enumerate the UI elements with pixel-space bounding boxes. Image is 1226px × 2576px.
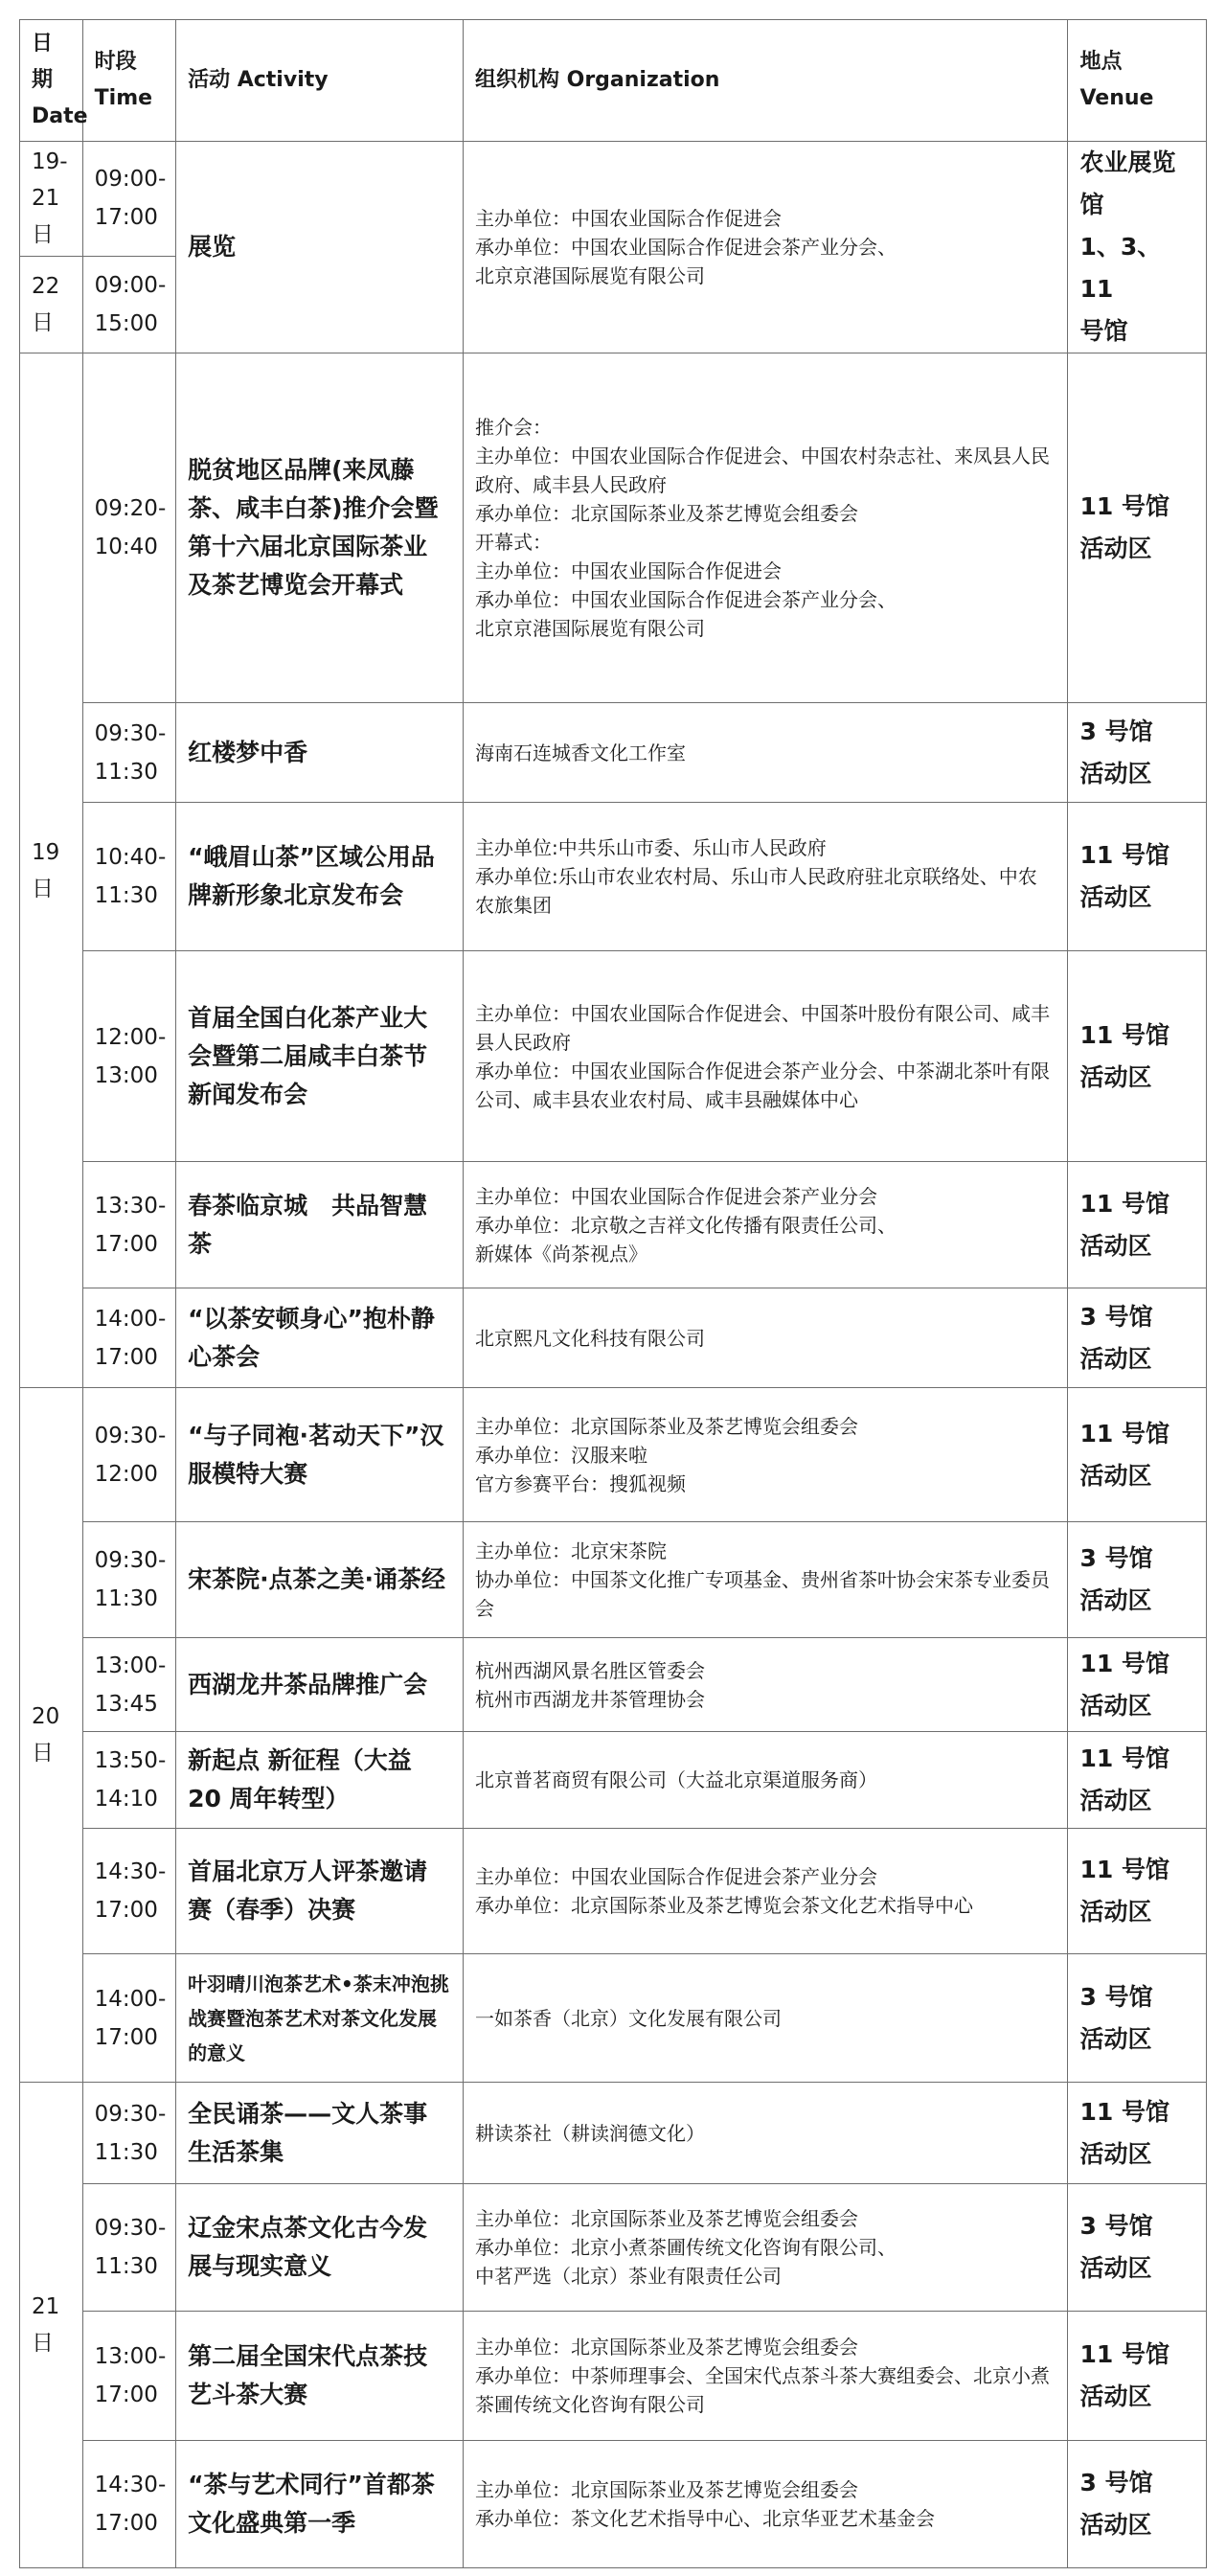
row-venue: 11 号馆 活动区: [1068, 1638, 1207, 1732]
row-organization: 海南石连城香文化工作室: [463, 703, 1068, 803]
row-organization: 北京熙凡文化科技有限公司: [463, 1288, 1068, 1388]
table-row: [20, 2083, 1207, 2184]
table-row: [20, 803, 1207, 951]
table-row: [20, 1388, 1207, 1522]
day-20-date: 20 日: [20, 1388, 83, 2083]
header-time: 时段 Time: [82, 20, 175, 142]
row-venue: 11 号馆 活动区: [1068, 803, 1207, 951]
row-venue: 11 号馆 活动区: [1068, 1829, 1207, 1954]
row-organization: 主办单位：北京国际茶业及茶艺博览会组委会 承办单位：北京小煮茶圃传统文化咨询有限公司、 中茗严选（北京）茶业有限责任公司: [463, 2184, 1068, 2312]
table-row: [20, 703, 1207, 803]
row-activity: “以茶安顿身心”抱朴静心茶会: [176, 1288, 464, 1388]
row-organization: 一如茶香（北京）文化发展有限公司: [463, 1954, 1068, 2083]
row-time: 09:30- 12:00: [82, 1388, 175, 1522]
row-activity: 西湖龙井茶品牌推广会: [176, 1638, 464, 1732]
row-activity: 全民诵茶——文人茶事生活茶集: [176, 2083, 464, 2184]
row-organization: 耕读茶社（耕读润德文化）: [463, 2083, 1068, 2184]
row-organization: 主办单位：中国农业国际合作促进会茶产业分会 承办单位：北京国际茶业及茶艺博览会茶文化艺术指导中心: [463, 1829, 1068, 1954]
row-activity: 首届北京万人评茶邀请赛（春季）决赛: [176, 1829, 464, 1954]
row-activity: 首届全国白化茶产业大会暨第二届咸丰白茶节新闻发布会: [176, 951, 464, 1162]
row-time: 13:00- 17:00: [82, 2312, 175, 2441]
header-organization: 组织机构 Organization: [463, 20, 1068, 142]
row-venue: 3 号馆 活动区: [1068, 2441, 1207, 2568]
row-activity: 第二届全国宋代点茶技艺斗茶大赛: [176, 2312, 464, 2441]
table-row: [20, 1829, 1207, 1954]
header-venue: 地点 Venue: [1068, 20, 1207, 142]
table-row: [20, 2441, 1207, 2568]
exhibition-venue: 农业展览馆 1、3、11 号馆: [1068, 142, 1207, 353]
row-activity: “茶与艺术同行”首都茶文化盛典第一季: [176, 2441, 464, 2568]
table-row: [20, 353, 1207, 703]
exhibition-row: [20, 142, 1207, 257]
row-time: 14:30- 17:00: [82, 2441, 175, 2568]
exhibition-time-1: 09:00- 17:00: [82, 142, 175, 257]
exhibition-time-2: 09:00- 15:00: [82, 256, 175, 353]
row-organization: 杭州西湖风景名胜区管委会 杭州市西湖龙井茶管理协会: [463, 1638, 1068, 1732]
row-time: 09:30- 11:30: [82, 2184, 175, 2312]
schedule-sheet: [19, 19, 1207, 2568]
row-time: 12:00- 13:00: [82, 951, 175, 1162]
row-venue: 11 号馆 活动区: [1068, 1388, 1207, 1522]
row-time: 13:30- 17:00: [82, 1162, 175, 1288]
row-time: 13:50- 14:10: [82, 1732, 175, 1829]
row-time: 14:30- 17:00: [82, 1829, 175, 1954]
row-organization: 主办单位：中国农业国际合作促进会、中国茶叶股份有限公司、咸丰县人民政府 承办单位：中国农业国际合作促进会茶产业分会、中茶湖北茶叶有限公司、咸丰县农业农村局、咸丰县融媒体中心: [463, 951, 1068, 1162]
row-activity: 宋茶院·点茶之美·诵茶经: [176, 1522, 464, 1638]
row-organization: 推介会： 主办单位：中国农业国际合作促进会、中国农村杂志社、来凤县人民政府、咸丰县人民政府 承办单位：北京国际茶业及茶艺博览会组委会 开幕式： 主办单位：中国农业国际合作促进会 承办单位：中国农业国际合作促进会茶产业分会、 北京京港国际展览有限公司: [463, 353, 1068, 703]
row-activity: 脱贫地区品牌(来凤藤茶、咸丰白茶)推介会暨第十六届北京国际茶业及茶艺博览会开幕式: [176, 353, 464, 703]
exhibition-activity: 展览: [176, 142, 464, 353]
row-venue: 3 号馆 活动区: [1068, 1522, 1207, 1638]
table-row: [20, 1288, 1207, 1388]
row-venue: 11 号馆 活动区: [1068, 1732, 1207, 1829]
row-time: 09:30- 11:30: [82, 2083, 175, 2184]
exhibition-organization: 主办单位：中国农业国际合作促进会 承办单位：中国农业国际合作促进会茶产业分会、 北京京港国际展览有限公司: [463, 142, 1068, 353]
table-row: [20, 951, 1207, 1162]
row-organization: 主办单位：中国农业国际合作促进会茶产业分会 承办单位：北京敬之吉祥文化传播有限责任公司、 新媒体《尚茶视点》: [463, 1162, 1068, 1288]
exhibition-date-2: 22 日: [20, 256, 83, 353]
table-row: [20, 1638, 1207, 1732]
row-organization: 主办单位：北京国际茶业及茶艺博览会组委会 承办单位：汉服来啦 官方参赛平台：搜狐视频: [463, 1388, 1068, 1522]
row-time: 09:20- 10:40: [82, 353, 175, 703]
schedule-table: [19, 19, 1207, 2568]
row-activity: 红楼梦中香: [176, 703, 464, 803]
row-venue: 3 号馆 活动区: [1068, 703, 1207, 803]
row-activity: “峨眉山茶”区域公用品牌新形象北京发布会: [176, 803, 464, 951]
table-row: [20, 1732, 1207, 1829]
row-time: 10:40- 11:30: [82, 803, 175, 951]
header-date: 日期 Date: [20, 20, 83, 142]
row-venue: 3 号馆 活动区: [1068, 1954, 1207, 2083]
row-organization: 主办单位：北京宋茶院 协办单位：中国茶文化推广专项基金、贵州省茶叶协会宋茶专业委员会: [463, 1522, 1068, 1638]
table-row: [20, 1522, 1207, 1638]
row-activity: 叶羽晴川泡茶艺术•茶末冲泡挑战赛暨泡茶艺术对茶文化发展的意义: [176, 1954, 464, 2083]
table-row: [20, 2312, 1207, 2441]
row-venue: 11 号馆 活动区: [1068, 2312, 1207, 2441]
table-row: [20, 1162, 1207, 1288]
row-activity: 辽金宋点茶文化古今发展与现实意义: [176, 2184, 464, 2312]
row-time: 13:00- 13:45: [82, 1638, 175, 1732]
row-organization: 主办单位：北京国际茶业及茶艺博览会组委会 承办单位：茶文化艺术指导中心、北京华亚艺术基金会: [463, 2441, 1068, 2568]
exhibition-date-1: 19-21 日: [20, 142, 83, 257]
row-activity: 春茶临京城 共品智慧茶: [176, 1162, 464, 1288]
row-venue: 11 号馆 活动区: [1068, 1162, 1207, 1288]
row-activity: “与子同袍·茗动天下”汉服模特大赛: [176, 1388, 464, 1522]
row-activity: 新起点 新征程（大益 20 周年转型）: [176, 1732, 464, 1829]
table-row: [20, 2184, 1207, 2312]
row-venue: 3 号馆 活动区: [1068, 1288, 1207, 1388]
day-19-date: 19 日: [20, 353, 83, 1388]
row-time: 09:30- 11:30: [82, 703, 175, 803]
table-row: [20, 1954, 1207, 2083]
row-time: 09:30- 11:30: [82, 1522, 175, 1638]
row-time: 14:00- 17:00: [82, 1954, 175, 2083]
row-venue: 3 号馆 活动区: [1068, 2184, 1207, 2312]
day-21-date: 21 日: [20, 2083, 83, 2568]
row-organization: 主办单位：北京国际茶业及茶艺博览会组委会 承办单位：中茶师理事会、全国宋代点茶斗茶大赛组委会、北京小煮茶圃传统文化咨询有限公司: [463, 2312, 1068, 2441]
row-venue: 11 号馆 活动区: [1068, 353, 1207, 703]
row-organization: 北京普茗商贸有限公司（大益北京渠道服务商）: [463, 1732, 1068, 1829]
row-venue: 11 号馆 活动区: [1068, 951, 1207, 1162]
row-organization: 主办单位:中共乐山市委、乐山市人民政府 承办单位:乐山市农业农村局、乐山市人民政府驻北京联络处、中农农旅集团: [463, 803, 1068, 951]
row-time: 14:00- 17:00: [82, 1288, 175, 1388]
row-venue: 11 号馆 活动区: [1068, 2083, 1207, 2184]
header-activity: 活动 Activity: [176, 20, 464, 142]
header-row: [20, 20, 1207, 142]
